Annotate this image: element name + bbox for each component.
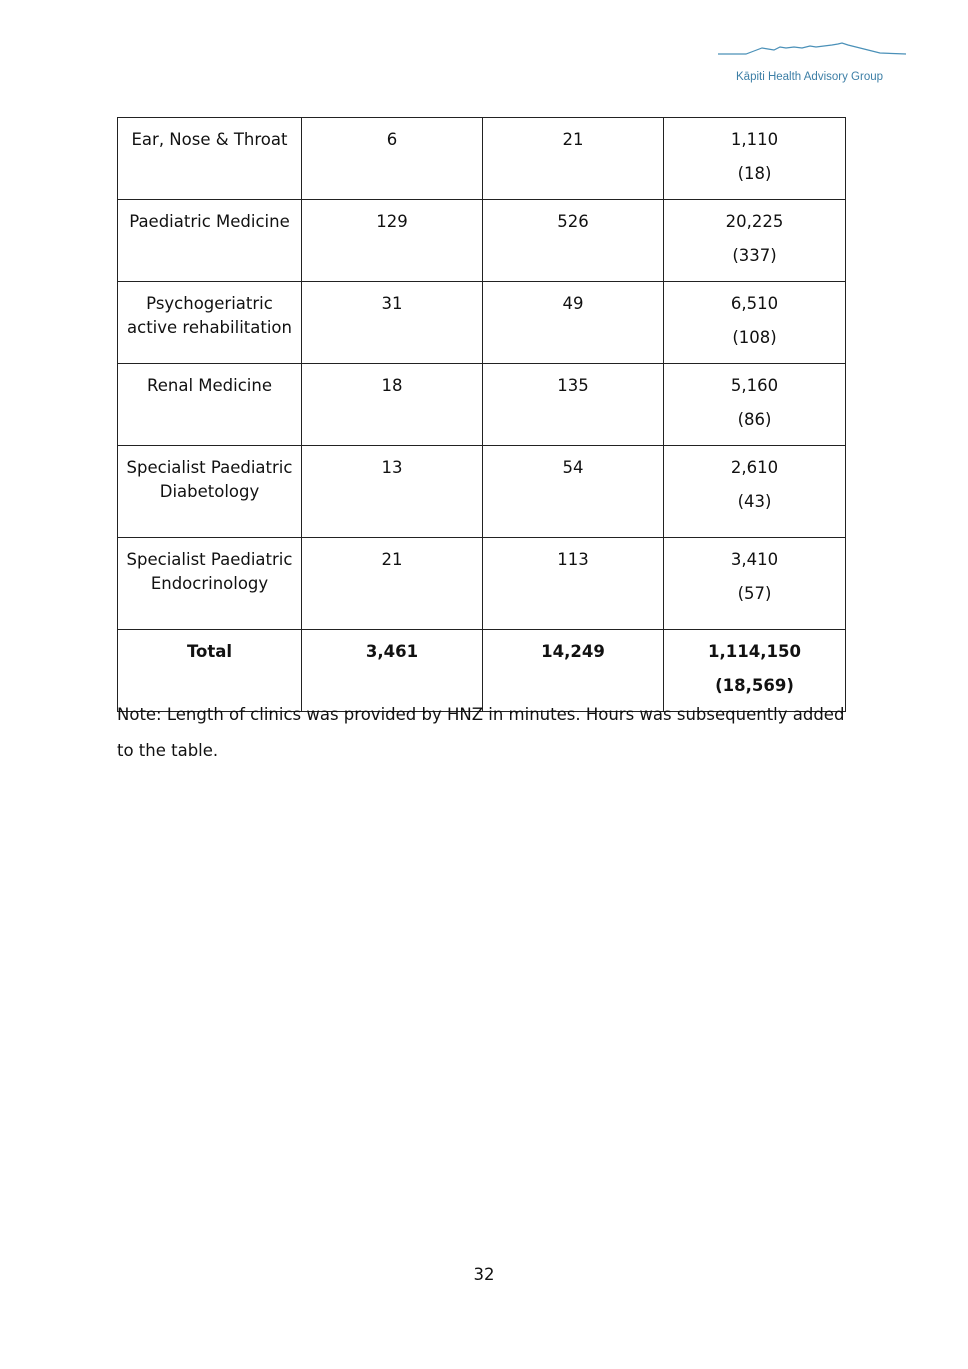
length-cell [664, 282, 846, 364]
hours-value: (108) [732, 328, 777, 347]
total-hours-value: (18,569) [715, 676, 794, 695]
total-count-cell: 3,461 [302, 630, 483, 712]
length-cell [664, 538, 846, 630]
count-cell: 21 [302, 538, 483, 630]
specialty-cell: Specialist Paediatric Endocrinology [118, 538, 302, 630]
hours-value: (57) [737, 584, 772, 603]
hours-value: (86) [737, 410, 772, 429]
count-cell: 135 [483, 364, 664, 446]
table-row [118, 118, 846, 200]
hours-value: (43) [737, 492, 772, 511]
count-cell: 526 [483, 200, 664, 282]
organisation-name: Kāpiti Health Advisory Group [736, 71, 884, 83]
total-label: Total [118, 630, 302, 712]
table-row [118, 200, 846, 282]
total-count-cell: 14,249 [483, 630, 664, 712]
specialty-cell: Psychogeriatric active rehabilitation [118, 282, 302, 364]
minutes-value: 5,160 [730, 376, 779, 395]
mountain-line-icon [716, 36, 908, 66]
length-cell [664, 446, 846, 538]
table-note: Note: Length of clinics was provided by HNZ in minutes. Hours was subsequently added to the table. [117, 705, 845, 760]
count-cell: 129 [302, 200, 483, 282]
minutes-value: 3,410 [730, 550, 779, 569]
length-cell [664, 364, 846, 446]
specialty-cell: Specialist Paediatric Diabetology [118, 446, 302, 538]
header-logo [716, 36, 908, 92]
hours-value: (337) [732, 246, 777, 265]
table-row [118, 538, 846, 630]
clinic-table [117, 117, 846, 712]
specialty-cell: Ear, Nose & Throat [118, 118, 302, 200]
count-cell: 18 [302, 364, 483, 446]
count-cell: 21 [483, 118, 664, 200]
table-row [118, 364, 846, 446]
length-cell [664, 118, 846, 200]
count-cell: 54 [483, 446, 664, 538]
count-cell: 113 [483, 538, 664, 630]
minutes-value: 1,110 [730, 130, 779, 149]
minutes-value: 2,610 [730, 458, 779, 477]
specialty-cell: Paediatric Medicine [118, 200, 302, 282]
count-cell: 13 [302, 446, 483, 538]
specialty-cell: Renal Medicine [118, 364, 302, 446]
minutes-value: 20,225 [725, 212, 784, 231]
table-row [118, 446, 846, 538]
minutes-value: 6,510 [730, 294, 779, 313]
count-cell: 6 [302, 118, 483, 200]
table-row [118, 282, 846, 364]
page-number: 32 [473, 1265, 495, 1284]
total-minutes-value: 1,114,150 [708, 642, 801, 661]
count-cell: 49 [483, 282, 664, 364]
hours-value: (18) [737, 164, 772, 183]
length-cell [664, 200, 846, 282]
count-cell: 31 [302, 282, 483, 364]
